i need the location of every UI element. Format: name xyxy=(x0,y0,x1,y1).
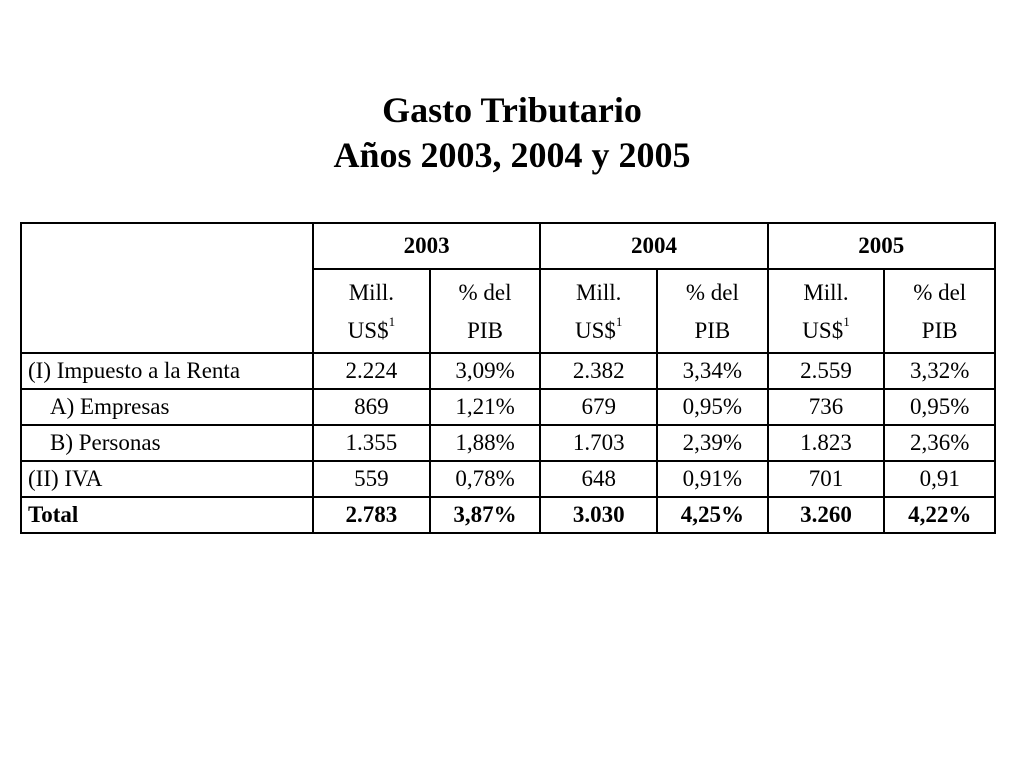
year-header-2005: 2005 xyxy=(768,223,995,269)
unit-pib-label: PIB xyxy=(694,318,731,343)
table-cell: 1,21% xyxy=(430,389,541,425)
table-cell: 3,34% xyxy=(657,353,768,389)
unit-mill-label: Mill. xyxy=(348,280,395,305)
footnote-marker: 1 xyxy=(388,314,396,329)
unit-mill-label: Mill. xyxy=(576,280,622,305)
unit-pct-label: % del xyxy=(913,280,967,305)
table-cell: 648 xyxy=(540,461,657,497)
table-cell: 2.559 xyxy=(768,353,885,389)
unit-usd-label: US\$$^1$ xyxy=(347,314,396,343)
year-header-2003: 2003 xyxy=(313,223,540,269)
empty-corner-cell xyxy=(21,223,313,353)
table-cell: 701 xyxy=(768,461,885,497)
table-cell: 0,95% xyxy=(657,389,768,425)
unit-header-mill xyxy=(768,269,885,353)
row-label: B) Personas xyxy=(21,425,313,461)
table-cell: 736 xyxy=(768,389,885,425)
table-cell: 869 xyxy=(313,389,430,425)
table-cell: 4,25% xyxy=(657,497,768,533)
table-cell: 3,32% xyxy=(884,353,995,389)
unit-header-pct xyxy=(430,269,541,353)
table-cell: 0,95% xyxy=(884,389,995,425)
table-cell: 559 xyxy=(313,461,430,497)
unit-header-mill xyxy=(313,269,430,353)
unit-header-pct xyxy=(657,269,768,353)
table-cell: 2,36% xyxy=(884,425,995,461)
table-cell: 3.030 xyxy=(540,497,657,533)
row-label: (I) Impuesto a la Renta xyxy=(21,353,313,389)
title-line-2: Años 2003, 2004 y 2005 xyxy=(333,135,691,175)
year-header-2004: 2004 xyxy=(540,223,767,269)
table-cell: 1.355 xyxy=(313,425,430,461)
unit-usd-label: US\$$^1$ xyxy=(802,314,850,343)
total-row xyxy=(21,497,995,533)
table-row xyxy=(21,353,995,389)
table-row xyxy=(21,425,995,461)
unit-pct-label: % del xyxy=(458,280,512,305)
unit-pib-label: PIB xyxy=(921,318,958,343)
page-title xyxy=(0,88,1024,178)
unit-header-pct xyxy=(884,269,995,353)
table-cell: 0,91 xyxy=(884,461,995,497)
title-line-1: Gasto Tributario xyxy=(382,90,642,130)
table-cell: 3,87% xyxy=(430,497,541,533)
table-cell: 1.703 xyxy=(540,425,657,461)
unit-mill-label: Mill. xyxy=(803,280,849,305)
table-cell: 2.382 xyxy=(540,353,657,389)
unit-usd-label: US\$$^1$ xyxy=(574,314,623,343)
table-cell: 2.783 xyxy=(313,497,430,533)
table-cell: 4,22% xyxy=(884,497,995,533)
table-cell: 1.823 xyxy=(768,425,885,461)
table-cell: 0,78% xyxy=(430,461,541,497)
table-cell: 3.260 xyxy=(768,497,885,533)
unit-pib-label: PIB xyxy=(467,318,503,343)
row-label: A) Empresas xyxy=(21,389,313,425)
unit-pct-label: % del xyxy=(685,280,739,305)
table-row xyxy=(21,389,995,425)
table-cell: 3,09% xyxy=(430,353,541,389)
tax-expenditure-table xyxy=(20,222,996,534)
row-label: (II) IVA xyxy=(21,461,313,497)
table-cell: 1,88% xyxy=(430,425,541,461)
unit-header-mill xyxy=(540,269,657,353)
footnote-marker: 1 xyxy=(843,314,850,329)
footnote-marker: 1 xyxy=(615,314,623,329)
year-header-row xyxy=(21,223,995,269)
table-cell: 2,39% xyxy=(657,425,768,461)
table-cell: 0,91% xyxy=(657,461,768,497)
table-cell: 679 xyxy=(540,389,657,425)
table-row xyxy=(21,461,995,497)
table-cell: 2.224 xyxy=(313,353,430,389)
row-label: Total xyxy=(21,497,313,533)
